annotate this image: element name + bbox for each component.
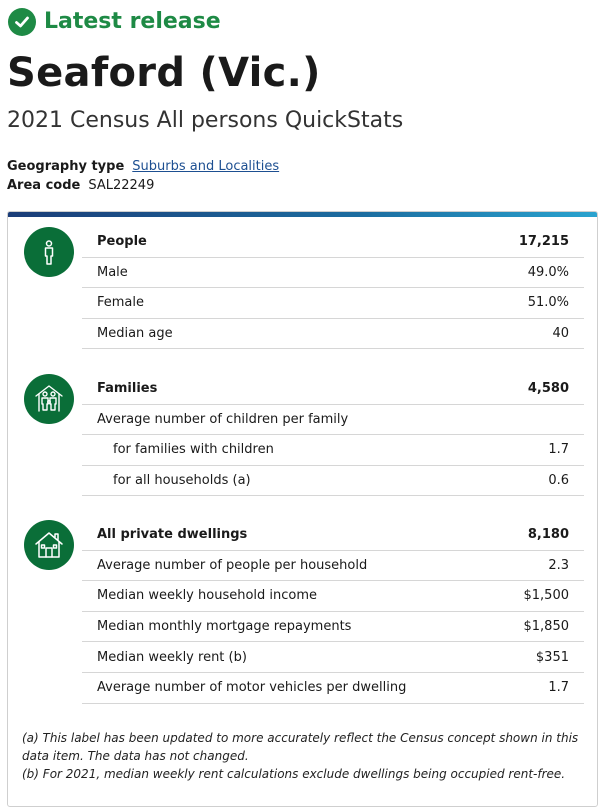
people-rows — [82, 227, 584, 349]
stat-label: Median weekly household income — [97, 588, 318, 604]
stat-value: $1,500 — [523, 588, 569, 604]
area-code-label: Area code — [7, 178, 81, 193]
families-total-row — [82, 374, 584, 405]
footnotes — [22, 729, 592, 783]
stat-row — [82, 551, 584, 582]
stat-label: Average number of motor vehicles per dwelling — [97, 680, 407, 696]
dwellings-total-row — [82, 520, 584, 551]
stat-label: People — [97, 234, 147, 250]
area-code-value: SAL22249 — [88, 178, 155, 193]
stat-label: Male — [97, 264, 128, 280]
families-rows — [82, 374, 584, 496]
stat-value: 4,580 — [527, 381, 569, 397]
stat-row — [82, 673, 584, 704]
stat-value: 51.0% — [527, 295, 569, 311]
stat-value: 1.7 — [548, 442, 569, 458]
stat-row — [82, 405, 584, 436]
family-icon — [24, 374, 74, 424]
person-icon — [24, 227, 74, 277]
latest-release-badge — [8, 8, 221, 36]
dwellings-rows — [82, 520, 584, 704]
check-circle-icon — [8, 8, 36, 36]
geography-info — [7, 157, 279, 195]
stat-label: for all households (a) — [113, 473, 251, 489]
page-title: Seaford (Vic.) — [7, 50, 321, 96]
stat-value: 0.6 — [548, 473, 569, 489]
stat-value: 2.3 — [548, 557, 569, 573]
quickstats-card — [7, 211, 598, 807]
stat-row — [82, 612, 584, 643]
geography-type-link[interactable]: Suburbs and Localities — [132, 159, 280, 174]
stat-label: Average number of children per family — [97, 411, 349, 427]
stat-row — [82, 258, 584, 289]
area-code-line — [7, 176, 279, 195]
stat-label: All private dwellings — [97, 527, 248, 543]
latest-release-label: Latest release — [44, 9, 221, 34]
stat-value: 1.7 — [548, 680, 569, 696]
stat-label: Median monthly mortgage repayments — [97, 619, 352, 635]
card-top-bar — [8, 212, 597, 217]
stat-row — [82, 581, 584, 612]
page-subtitle: 2021 Census All persons QuickStats — [7, 108, 404, 133]
stat-value: $351 — [535, 649, 569, 665]
stat-row — [82, 288, 584, 319]
stat-value: 49.0% — [527, 264, 569, 280]
stat-label: Median age — [97, 326, 173, 342]
stat-label: Families — [97, 381, 158, 397]
stat-row — [82, 319, 584, 350]
stat-label: Female — [97, 295, 145, 311]
people-total-row — [82, 227, 584, 258]
stat-value: $1,850 — [523, 619, 569, 635]
stat-row — [82, 435, 584, 466]
footnote-b: (b) For 2021, median weekly rent calculations exclude dwellings being occupied rent-free. — [22, 767, 566, 781]
house-icon — [24, 520, 74, 570]
stat-label: for families with children — [113, 442, 274, 458]
geography-type-label: Geography type — [7, 159, 125, 174]
stat-row — [82, 466, 584, 497]
footnote-a: (a) This label has been updated to more accurately reflect the Census concept shown in this data item. The data has not changed. — [22, 731, 579, 763]
stat-value: 17,215 — [518, 234, 569, 250]
stat-value: 8,180 — [527, 527, 569, 543]
stat-value: 40 — [552, 326, 569, 342]
stat-label: Average number of people per household — [97, 557, 368, 573]
stat-row — [82, 642, 584, 673]
stat-label: Median weekly rent (b) — [97, 649, 247, 665]
geography-type-line — [7, 157, 279, 176]
